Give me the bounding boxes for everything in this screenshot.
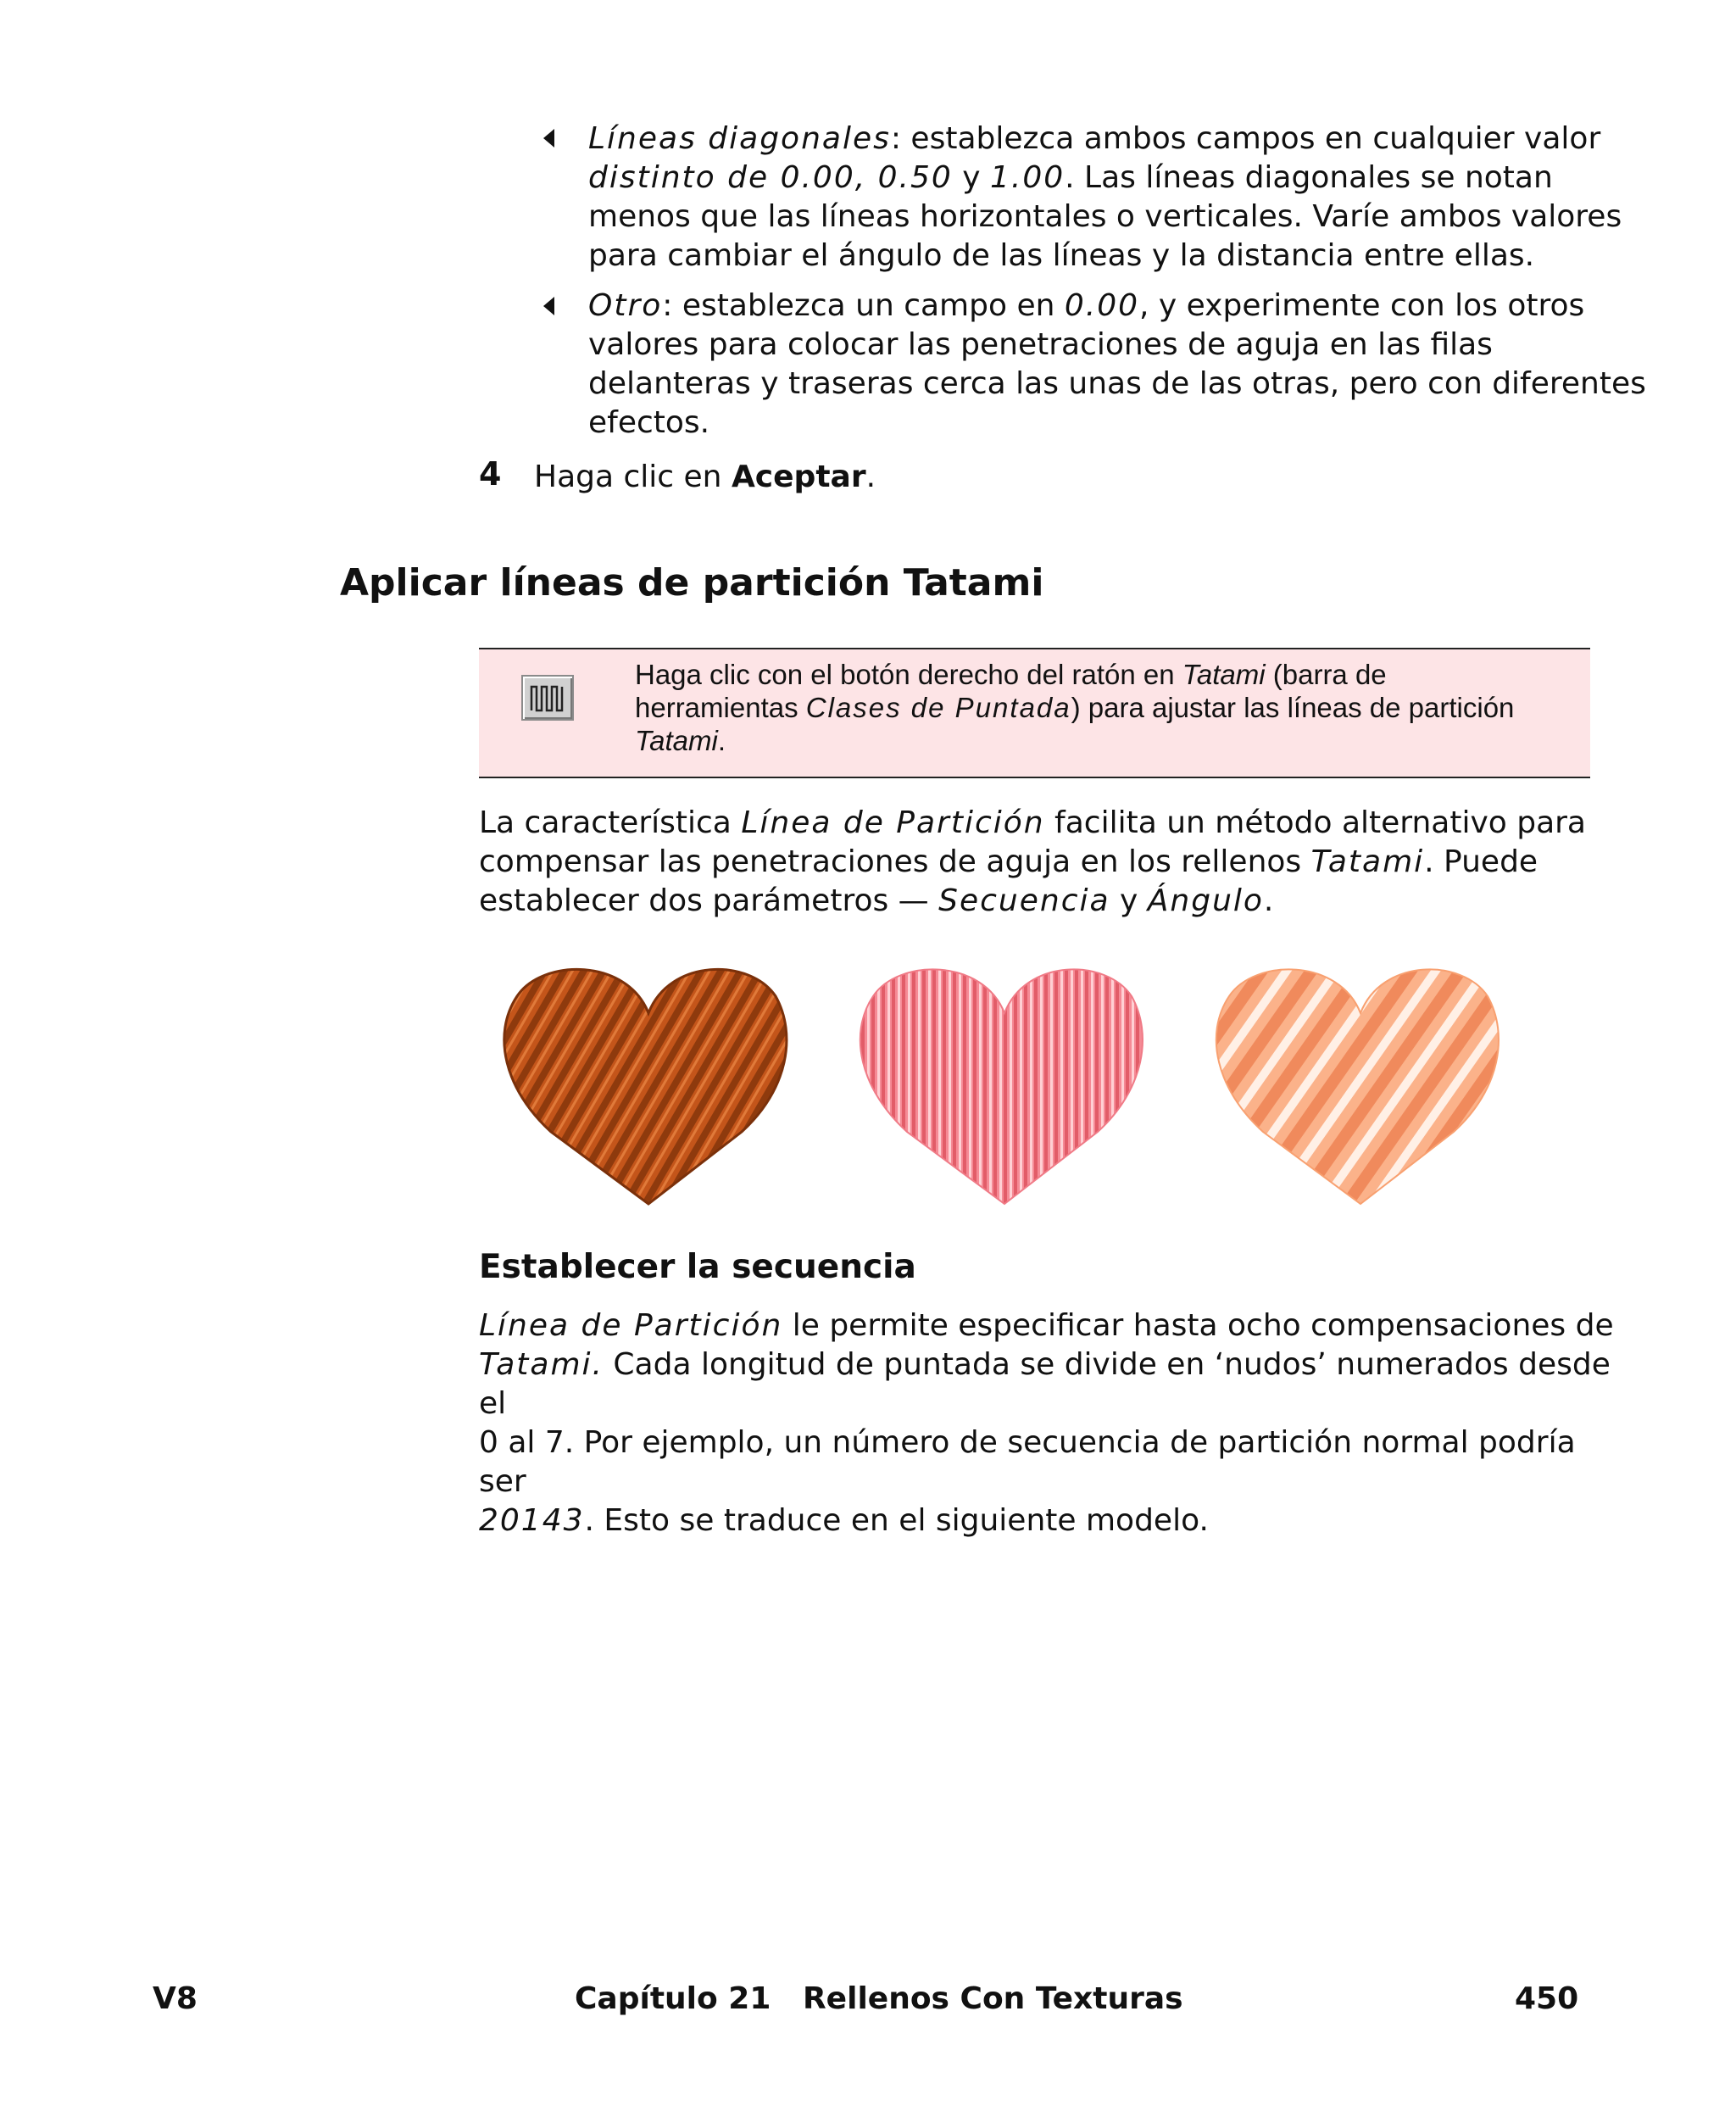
hearts-illustration xyxy=(475,950,1517,1221)
bullet-line: valores para colocar las penetraciones de aguja en las filas xyxy=(588,327,1493,362)
intro-paragraph xyxy=(479,804,1615,921)
bullet-other xyxy=(588,287,1690,443)
intro-italic: Secuencia xyxy=(938,883,1110,918)
body-span: le permite especificar hasta ocho compensaciones de xyxy=(782,1308,1614,1343)
bullet-italic-value: 1.00 xyxy=(989,160,1066,195)
body-span: . Esto se traduce en el siguiente modelo. xyxy=(584,1503,1209,1538)
bullet-text: : establezca un campo en xyxy=(662,288,1065,323)
subsection-heading: Establecer la secuencia xyxy=(479,1248,916,1286)
step-label: Haga clic en xyxy=(534,460,732,494)
body-italic: Tatami. xyxy=(479,1347,604,1382)
bullet-text: , y experimente con los otros xyxy=(1139,288,1585,323)
intro-italic: Tatami xyxy=(1310,844,1425,879)
step-end: . xyxy=(865,460,876,494)
bullet-text: y xyxy=(952,160,990,195)
body-italic: 20143 xyxy=(479,1503,585,1538)
intro-span: facilita un método alternativo para xyxy=(1044,805,1586,840)
intro-span: . xyxy=(1263,883,1274,918)
bullet-italic-value: 0.00 xyxy=(1064,288,1140,323)
intro-line xyxy=(479,804,1615,843)
intro-italic: Línea de Partición xyxy=(741,805,1045,840)
heart-peach-icon xyxy=(1216,969,1499,1204)
bullet-line: para cambiar el ángulo de las líneas y la distancia entre ellas. xyxy=(588,238,1535,273)
bullet-term: Líneas diagonales xyxy=(588,121,891,156)
footer-page-number: 450 xyxy=(1515,1981,1579,2016)
body-paragraph xyxy=(479,1306,1615,1540)
body-line xyxy=(479,1345,1615,1423)
bullet-arrow-icon xyxy=(543,129,554,148)
tip-italic: Tatami xyxy=(635,725,718,756)
intro-line xyxy=(479,882,1615,921)
body-italic: Línea de Partición xyxy=(479,1308,783,1343)
tip-span: (barra de xyxy=(1265,659,1387,690)
intro-span: . Puede xyxy=(1424,844,1538,879)
body-line: 0 al 7. Por ejemplo, un número de secuencia de partición normal podría ser xyxy=(479,1425,1576,1499)
step-text xyxy=(534,458,876,497)
tip-line xyxy=(635,658,1567,691)
bullet-line xyxy=(588,287,1690,326)
bullet-line: delanteras y traseras cerca las unas de las otras, pero con diferentes xyxy=(588,366,1646,401)
bullet-line: efectos. xyxy=(588,405,710,440)
section-heading: Aplicar líneas de partición Tatami xyxy=(340,561,1044,604)
bullet-italic-values: distinto de 0.00, 0.50 xyxy=(588,160,953,195)
bullet-line: menos que las líneas horizontales o verticales. Varíe ambos valores xyxy=(588,199,1622,234)
body-line xyxy=(479,1501,1615,1540)
tip-span: Haga clic con el botón derecho del ratón en xyxy=(635,659,1182,690)
footer-chapter: Capítulo 21 Rellenos Con Texturas xyxy=(575,1981,1183,2016)
tip-line xyxy=(635,691,1567,724)
heart-orange-icon xyxy=(504,969,787,1204)
bullet-line xyxy=(588,120,1690,159)
tip-box xyxy=(479,648,1590,778)
tatami-stitch-icon xyxy=(521,675,574,721)
bullet-arrow-icon xyxy=(543,297,554,315)
tip-span: . xyxy=(717,725,726,756)
bullet-term: Otro xyxy=(588,288,663,323)
bullet-text: : establezca ambos campos en cualquier valor xyxy=(890,121,1601,156)
bullet-text: . Las líneas diagonales se notan xyxy=(1065,160,1553,195)
footer-version: V8 xyxy=(153,1981,198,2016)
step-number: 4 xyxy=(479,455,502,493)
intro-line xyxy=(479,843,1615,882)
tip-span: herramientas xyxy=(635,692,806,723)
body-line xyxy=(479,1306,1615,1345)
intro-span: y xyxy=(1110,883,1148,918)
heart-pink-icon xyxy=(860,969,1143,1204)
tip-span: ) para ajustar las líneas de partición xyxy=(1071,692,1515,723)
step-bold: Aceptar xyxy=(731,460,866,494)
tip-line xyxy=(635,724,1567,757)
bullet-line xyxy=(588,159,1690,198)
intro-italic: Ángulo xyxy=(1147,883,1264,918)
body-span: Cada longitud de puntada se divide en ‘nudos’ numerados desde el xyxy=(479,1347,1611,1421)
intro-span: La característica xyxy=(479,805,742,840)
tip-italic: Clases de Puntada xyxy=(805,692,1071,723)
bullet-diagonal-lines xyxy=(588,120,1690,276)
tip-italic: Tatami xyxy=(1182,659,1266,690)
intro-span: establecer dos parámetros — xyxy=(479,883,939,918)
tip-text xyxy=(635,658,1567,757)
intro-span: compensar las penetraciones de aguja en los rellenos xyxy=(479,844,1311,879)
